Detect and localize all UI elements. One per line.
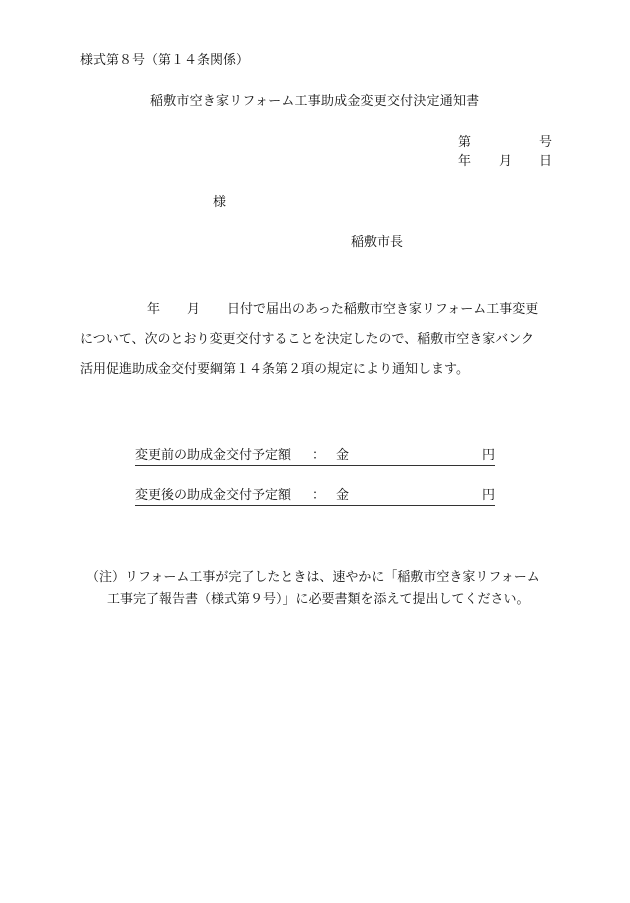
document-number-suffix: 号 (539, 135, 553, 150)
sender-name: 稲敷市長 (351, 235, 404, 250)
body-line-3: 活用促進助成金交付要綱第１４条第２項の規定により通知します。 (80, 362, 469, 377)
amount-after-colon: ： (312, 488, 326, 503)
body-line-2: について、次のとおり変更交付することを決定したので、稲敷市空き家バンク (80, 332, 534, 347)
amount-before-unit: 円 (482, 448, 496, 463)
date-day-label: 日 (539, 154, 553, 169)
amount-before-prefix: 金 (336, 448, 350, 463)
amount-after-label: 変更後の助成金交付予定額 (135, 488, 292, 503)
form-number: 様式第８号（第１４条関係） (80, 53, 250, 68)
document-number-prefix: 第 (458, 135, 472, 150)
addressee-honorific: 様 (213, 195, 227, 210)
body-year-label: 年 (147, 302, 161, 317)
note-line-1: （注）リフォーム工事が完了したときは、速やかに「稲敷市空き家リフォーム (86, 570, 540, 585)
amount-after-row (135, 489, 495, 506)
document-title: 稲敷市空き家リフォーム工事助成金変更交付決定通知書 (150, 94, 480, 109)
note-line-2: 工事完了報告書（様式第９号）」に必要書類を添えて提出してください。 (107, 592, 530, 607)
date-month-label: 月 (499, 154, 513, 169)
amount-after-unit: 円 (482, 488, 496, 503)
amount-before-row (135, 449, 495, 466)
amount-before-colon: ： (312, 448, 326, 463)
body-line-1-text: 日付で届出のあった稲敷市空き家リフォーム工事変更 (227, 302, 539, 317)
body-month-label: 月 (187, 302, 201, 317)
date-year-label: 年 (458, 154, 472, 169)
amount-before-label: 変更前の助成金交付予定額 (135, 448, 292, 463)
amount-after-prefix: 金 (336, 488, 350, 503)
